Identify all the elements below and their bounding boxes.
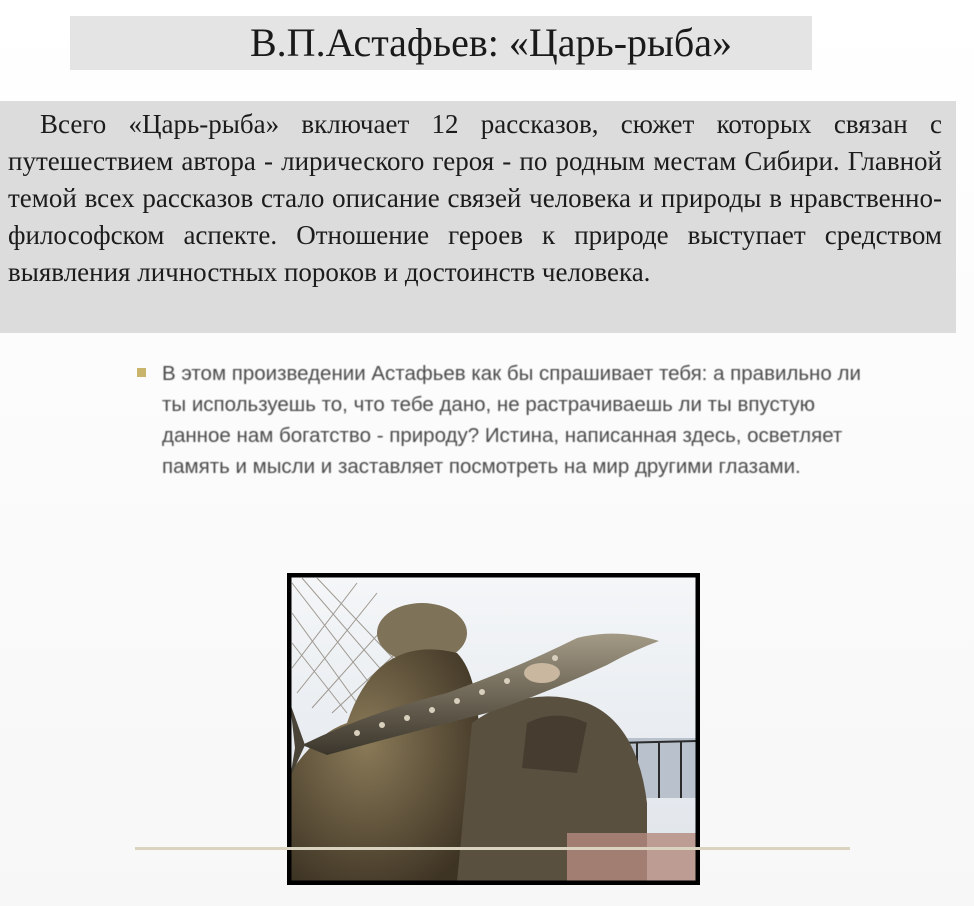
divider-line [135,847,850,850]
sturgeon-photo-image [287,573,700,885]
summary-text: Всего «Царь-рыба» включает 12 рассказов, сюжет которых связан с путешествием автора - лирического героя - по родным местам Сибири. Главной темой всех рассказов стало описание связей человека и природы в нравственно-философском аспекте. Отношение героев к природе выступает средством выявления личностных пороков и достоинств человека. [8,109,942,287]
bullet-text: В этом произведении Астафьев как бы спрашивает тебя: а правильно ли ты используешь то, что тебе дано, не растрачиваешь ли ты впустую данное нам богатство - природу? Истина, написанная здесь, осветляет память и мысли и заставляет посмотреть на мир другими глазами. [162,362,861,478]
slide-title: В.П.Астафьев: «Царь-рыба» [250,20,733,65]
sturgeon-photo [287,573,700,885]
bullet-marker-icon [137,368,146,377]
